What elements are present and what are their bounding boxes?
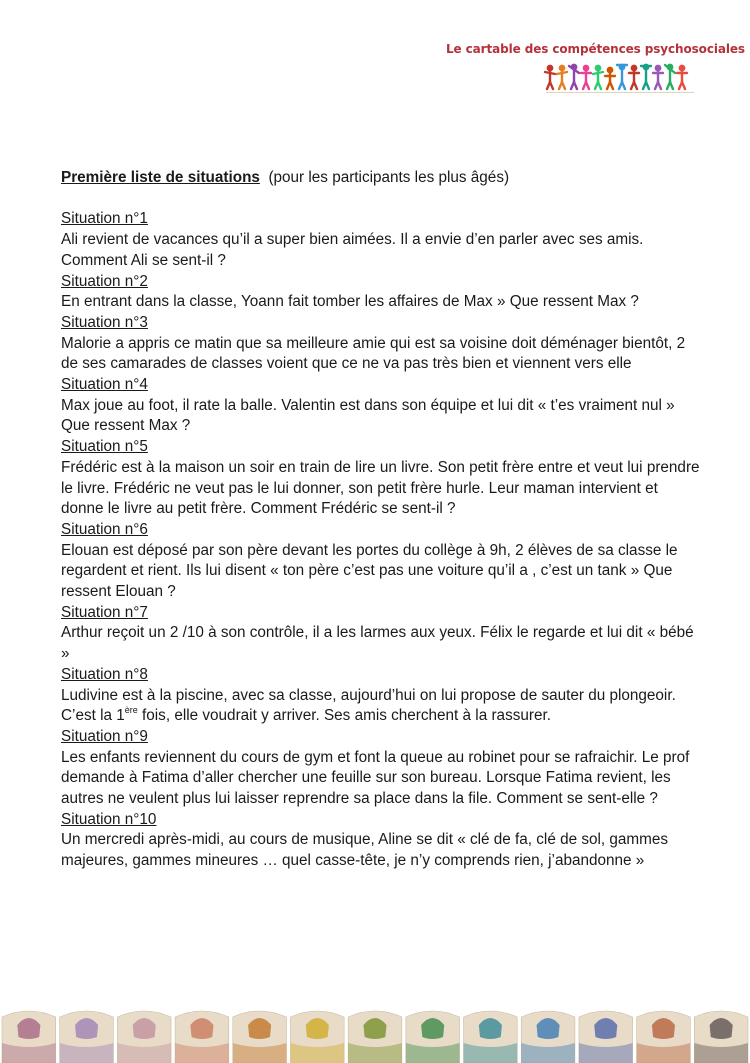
colored-pencils-decoration bbox=[0, 1003, 750, 1063]
pencil-icon bbox=[637, 1011, 691, 1063]
situation-text: Elouan est déposé par son père devant les portes du collège à 9h, 2 élèves de sa classe le regardent et rient. Ils lui disent « ton père c’est pas une voiture qu’il a , c’est un tank » Que ressent Elouan ? bbox=[61, 541, 678, 601]
situation-3 bbox=[61, 313, 701, 375]
pencil-icon bbox=[464, 1011, 518, 1063]
situation-5 bbox=[61, 437, 701, 520]
situation-text-part: Ludivine est à la piscine, avec sa classe, aujourd’hui on lui propose de sauter du plongeoir. C’est la 1 bbox=[61, 686, 676, 725]
ordinal-superscript: ère bbox=[124, 705, 138, 716]
pencil-icon bbox=[2, 1011, 56, 1063]
situation-heading: Situation n°8 bbox=[61, 665, 148, 683]
people-figures-icon bbox=[540, 62, 700, 92]
situation-heading: Situation n°4 bbox=[61, 376, 148, 394]
situation-text: Malorie a appris ce matin que sa meilleure amie qui est sa voisine doit déménager bientôt, 2 de ses camarades de classes voient que ce ne va pas très bien et viennent vers elle bbox=[61, 334, 686, 373]
pencil-icon bbox=[579, 1011, 633, 1063]
pencil-icon bbox=[521, 1011, 575, 1063]
situation-heading: Situation n°2 bbox=[61, 272, 148, 290]
pencil-icon bbox=[60, 1011, 114, 1063]
pencil-icon bbox=[175, 1011, 229, 1063]
situation-4 bbox=[61, 375, 701, 437]
situation-text: Un mercredi après-midi, au cours de musique, Aline se dit « clé de fa, clé de sol, gammes majeures, gammes mineures … quel casse-tête, je n’y comprends rien, j’abandonne » bbox=[61, 831, 669, 870]
document-subtitle: (pour les participants les plus âgés) bbox=[268, 169, 510, 186]
pencil-icon bbox=[348, 1011, 402, 1063]
pencil-icon bbox=[117, 1011, 171, 1063]
situation-heading: Situation n°9 bbox=[61, 727, 148, 745]
situation-heading: Situation n°3 bbox=[61, 313, 148, 331]
situation-9 bbox=[61, 727, 701, 810]
situation-heading: Situation n°1 bbox=[61, 210, 148, 228]
situation-7 bbox=[61, 603, 701, 665]
situation-text: En entrant dans la classe, Yoann fait tomber les affaires de Max » Que ressent Max ? bbox=[61, 293, 639, 311]
situation-text: Frédéric est à la maison un soir en train de lire un livre. Son petit frère entre et veut lui prendre le livre. Frédéric ne veut pas le lui donner, son petit frère hurle. Leur maman intervient et donne le livre au petit frère. Comment Frédéric se sent-il ? bbox=[61, 458, 700, 518]
situation-heading: Situation n°7 bbox=[61, 603, 148, 621]
pencil-icon bbox=[406, 1011, 460, 1063]
situation-heading: Situation n°10 bbox=[61, 810, 157, 828]
pencil-icon bbox=[290, 1011, 344, 1063]
document-title: Première liste de situations bbox=[61, 169, 260, 186]
logo-text: Le cartable des compétences psychosociales bbox=[446, 42, 745, 56]
situation-1 bbox=[61, 209, 701, 271]
situation-text-part: fois, elle voudrait y arriver. Ses amis cherchent à la rassurer. bbox=[137, 707, 551, 725]
situation-6 bbox=[61, 520, 701, 603]
document-body bbox=[61, 168, 701, 872]
situation-heading: Situation n°6 bbox=[61, 520, 148, 538]
situation-text: Max joue au foot, il rate la balle. Valentin est dans son équipe et lui dit « t’es vraiment nul » Que ressent Max ? bbox=[61, 396, 675, 435]
situation-2 bbox=[61, 272, 701, 313]
logo-underline bbox=[546, 92, 694, 93]
situation-text bbox=[61, 686, 701, 727]
pencil-icon bbox=[233, 1011, 287, 1063]
title-row bbox=[61, 168, 701, 189]
situation-10 bbox=[61, 810, 701, 872]
pencil-icon bbox=[694, 1011, 748, 1063]
situation-text: Les enfants reviennent du cours de gym et font la queue au robinet pour se rafraichir. Le prof demande à Fatima d’aller chercher une feuille sur son bureau. Lorsque Fatima revient, les autres ne veulent plus lui laisser reprendre sa place dans la file. Comment se sent-elle ? bbox=[61, 748, 690, 808]
situation-text: Ali revient de vacances qu’il a super bien aimées. Il a envie d’en parler avec ses amis. Comment Ali se sent-il ? bbox=[61, 231, 644, 269]
situation-heading: Situation n°5 bbox=[61, 438, 148, 456]
logo bbox=[440, 40, 745, 98]
situation-text: Arthur reçoit un 2 /10 à son contrôle, il a les larmes aux yeux. Félix le regarde et lui dit « bébé » bbox=[61, 624, 694, 663]
situation-8 bbox=[61, 665, 701, 727]
